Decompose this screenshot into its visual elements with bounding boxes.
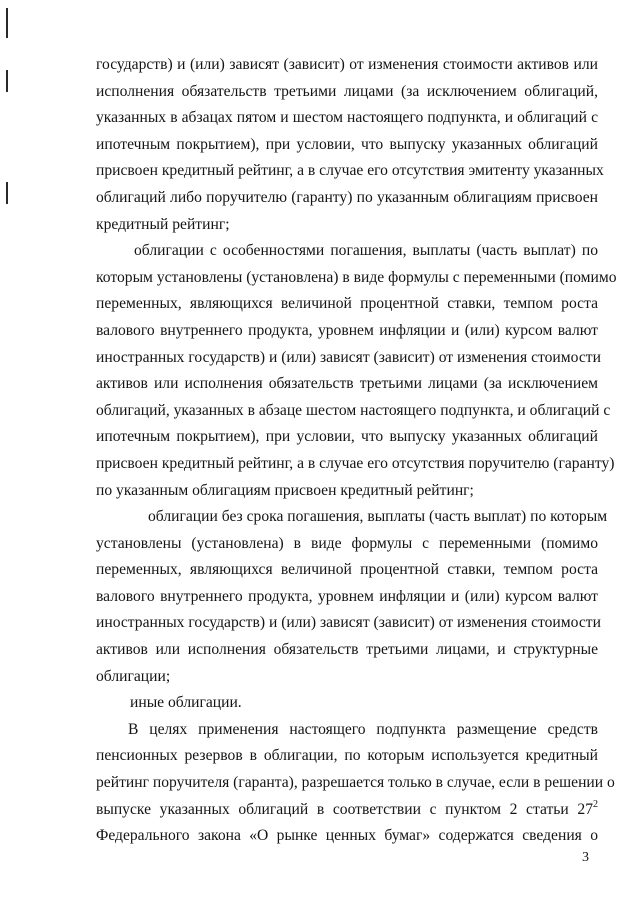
- text-line: валового внутреннего продукта, уровнем инфляции и (или) курсом валют: [96, 321, 598, 339]
- paragraph-continuation: [96, 52, 604, 238]
- document-body: [96, 52, 617, 850]
- text-line: которым установлены (установлена) в виде формулы с переменными (помимо: [96, 268, 617, 286]
- text-line: В целях применения настоящего подпункта размещение средств: [128, 720, 598, 738]
- text-line: облигаций, указанных в абзаце шестом настоящего подпункта, и облигаций с: [96, 401, 611, 419]
- text-line: облигации без срока погашения, выплаты (часть выплат) по которым: [148, 508, 608, 526]
- text-line: облигаций либо поручителю (гаранту) по указанным облигациям присвоен: [96, 188, 598, 206]
- paragraph-redemption-features: [96, 238, 617, 504]
- text-line: валового внутреннего продукта, уровнем инфляции и (или) курсом валют: [96, 587, 598, 605]
- text-line: активов или исполнения обязательств третьими лицами, и структурные: [96, 641, 598, 659]
- margin-change-mark: [6, 8, 8, 38]
- text-line: кредитный рейтинг;: [96, 215, 230, 233]
- text-line: активов или исполнения обязательств третьими лицами (за исключением: [96, 375, 598, 393]
- text-line: государств) и (или) зависят (зависит) от изменения стоимости активов или: [96, 56, 598, 73]
- text-line: облигации;: [96, 667, 171, 685]
- text-line-body: выпуске указанных облигаций в соответствии с пунктом 2 статьи 27: [96, 800, 593, 818]
- text-line: переменных, являющихся величиной процентной ставки, темпом роста: [96, 561, 598, 579]
- text-line: облигации с особенностями погашения, выплаты (часть выплат) по: [134, 242, 598, 260]
- text-line: иностранных государств) и (или) зависят (зависит) от изменения стоимости: [96, 614, 601, 632]
- text-line: иные облигации.: [130, 694, 242, 712]
- text-line: установлены (установлена) в виде формулы с переменными (помимо: [96, 534, 598, 552]
- paragraph-purpose-clause: [96, 717, 615, 850]
- text-line: по указанным облигациям присвоен кредитный рейтинг;: [96, 481, 474, 499]
- text-line: ипотечным покрытием), при условии, что выпуску указанных облигаций: [96, 428, 598, 446]
- paragraph-other-bonds: [96, 690, 598, 717]
- text-line: ипотечным покрытием), при условии, что выпуску указанных облигаций: [96, 135, 598, 153]
- text-line: Федерального закона «О рынке ценных бумаг» содержатся сведения о: [96, 827, 598, 845]
- text-line-with-superscript: [96, 797, 598, 824]
- article-superscript: 2: [593, 798, 598, 810]
- text-line: присвоен кредитный рейтинг, а в случае его отсутствия эмитенту указанных: [96, 162, 604, 180]
- text-line: иностранных государств) и (или) зависят (зависит) от изменения стоимости: [96, 348, 601, 366]
- text-line: рейтинг поручителя (гаранта), разрешается только в случае, если в решении о: [96, 774, 615, 792]
- margin-change-mark: [6, 182, 8, 204]
- margin-change-mark: [6, 70, 8, 92]
- text-line: пенсионных резервов в облигации, по которым используется кредитный: [96, 747, 598, 765]
- text-line: исполнения обязательств третьими лицами (за исключением облигаций,: [96, 82, 598, 100]
- text-line: указанных в абзацах пятом и шестом настоящего подпункта, и облигаций с: [96, 109, 598, 127]
- text-line: переменных, являющихся величиной процентной ставки, темпом роста: [96, 295, 598, 313]
- paragraph-perpetual-bonds: [96, 504, 608, 690]
- text-line: присвоен кредитный рейтинг, а в случае его отсутствия поручителю (гаранту): [96, 454, 615, 472]
- page-number: 3: [582, 850, 589, 865]
